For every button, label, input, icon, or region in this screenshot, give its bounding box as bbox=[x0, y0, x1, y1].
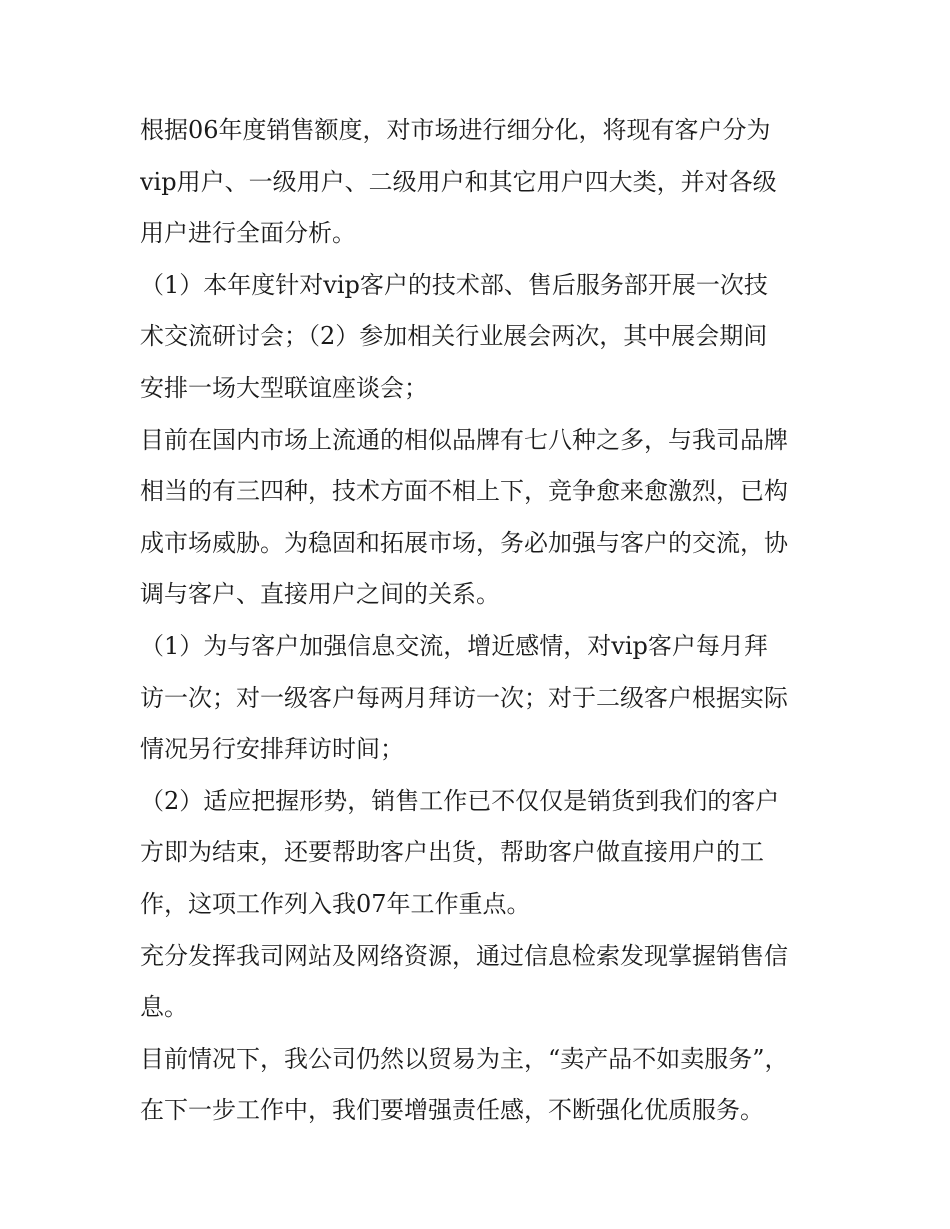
text-line: 术交流研讨会；（2）参加相关行业展会两次，其中展会期间 bbox=[140, 322, 768, 351]
document-body bbox=[140, 105, 830, 1137]
text-line: 情况另行安排拜访时间； bbox=[140, 735, 404, 764]
text-line: 用户进行全面分析。 bbox=[140, 219, 356, 248]
text-line: （2）适应把握形势，销售工作已不仅仅是销货到我们的客户 bbox=[140, 786, 780, 815]
text-line: （1）为与客户加强信息交流，增近感情，对vip客户每月拜 bbox=[140, 631, 768, 660]
text-line: 根据06年度销售额度，对市场进行细分化，将现有客户分为 bbox=[140, 116, 771, 144]
text-line: 安排一场大型联谊座谈会； bbox=[140, 373, 428, 402]
text-line: 目前在国内市场上流通的相似品牌有七八种之多，与我司品牌 bbox=[140, 425, 788, 454]
text-line: 调与客户、直接用户之间的关系。 bbox=[140, 580, 500, 609]
text-line: （1）本年度针对vip客户的技术部、售后服务部开展一次技 bbox=[140, 270, 768, 299]
text-line: 相当的有三四种，技术方面不相上下，竞争愈来愈激烈，已构 bbox=[140, 477, 788, 506]
text-line: 充分发挥我司网站及网络资源，通过信息检索发现掌握销售信 bbox=[140, 941, 788, 970]
text-line: 成市场威胁。为稳固和拓展市场，务必加强与客户的交流，协 bbox=[140, 528, 788, 557]
text-line: 目前情况下，我公司仍然以贸易为主，“卖产品不如卖服务”， bbox=[140, 1044, 789, 1073]
text-line: 作，这项工作列入我07年工作重点。 bbox=[140, 889, 531, 918]
text-line: vip用户、一级用户、二级用户和其它用户四大类，并对各级 bbox=[140, 167, 777, 196]
text-line: 息。 bbox=[140, 993, 188, 1022]
text-line: 在下一步工作中，我们要增强责任感，不断强化优质服务。 bbox=[140, 1096, 764, 1125]
text-line: 方即为结束，还要帮助客户出货，帮助客户做直接用户的工 bbox=[140, 838, 764, 867]
text-line: 访一次；对一级客户每两月拜访一次；对于二级客户根据实际 bbox=[140, 683, 788, 712]
